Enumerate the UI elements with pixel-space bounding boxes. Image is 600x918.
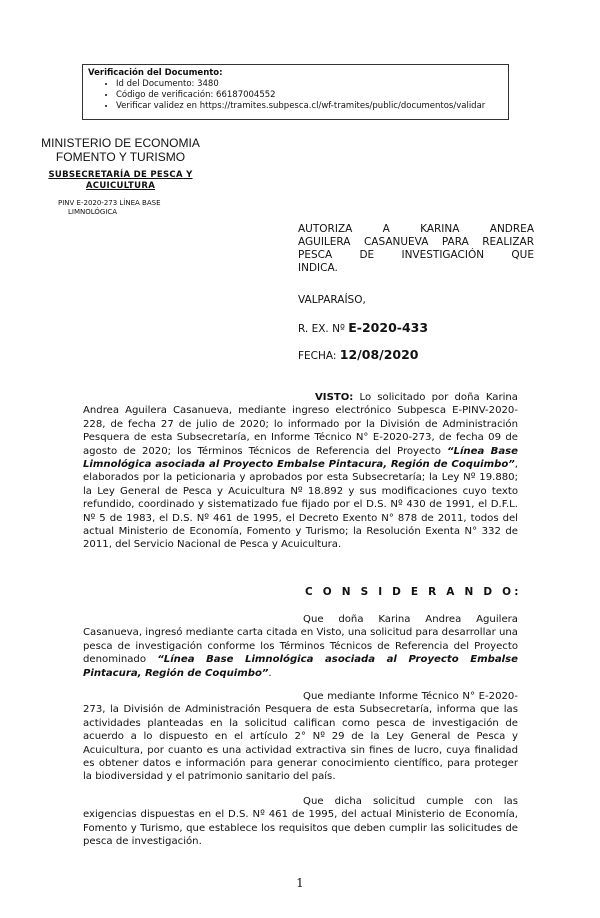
subsecretaria-line-2: ACUICULTURA [85,181,156,191]
subject-line-4: INDICA. [298,262,338,274]
visto-paragraph [83,391,518,552]
visto-project-title: “Línea Base Limnológica asociada al Proyecto Embalse Pintacura, Región de Coquimbo” [83,445,519,471]
ministry-line-1: MINISTERIO DE ECONOMIA [41,136,200,150]
ministry-heading [28,136,213,164]
visto-text-1: Lo solicitado por doña Karina Andrea Aguilera Casanueva, mediante ingreso electrónico Subpesca E-PINV-2020-228, de fecha 27 de julio de 2020; lo informado por la División de Administración Pesquera de esta Subsecretaría, en Informe Técnico N° E-2020-273, de fecha 09 de agosto de 2020; los Términos Técnicos de Referencia del Proyecto [83,392,518,457]
verification-url: • Verificar validez en https://tramites.subpesca.cl/wf-tramites/public/documentos/validar [116,101,508,112]
place-label: VALPARAÍSO, [298,294,366,306]
resolution-date [298,348,419,363]
verification-doc-id: • Id del Documento: 3480 [116,79,508,90]
verification-code: • Código de verificación: 66187004552 [116,90,508,101]
rex-label: R. EX. Nº [298,323,345,335]
verification-box [82,64,509,120]
verification-list [88,79,508,112]
resolution-number [298,321,428,336]
considerando-paragraph-1 [83,613,518,680]
subject-line-3: PESCA DE INVESTIGACIÓN QUE [298,249,534,261]
subsecretaria-line-1: SUBSECRETARÍA DE PESCA Y [48,170,193,180]
resolution-subject [298,223,534,275]
considerando-heading: C O N S I D E R A N D O: [305,586,522,598]
ministry-line-2: FOMENTO Y TURISMO [55,150,186,164]
subject-line-2: AGUILERA CASANUEVA PARA REALIZAR [298,236,534,248]
reference-code [58,199,218,217]
subject-line-1: AUTORIZA A KARINA ANDREA [298,223,534,235]
visto-label: VISTO: [315,392,354,403]
page-number: 1 [296,876,304,890]
rex-value: E-2020-433 [348,320,429,335]
reference-line-1: PINV E-2020-273 LÍNEA BASE [58,199,161,207]
considerando-1-text-2: . [268,667,272,679]
considerando-paragraph-2 [83,690,518,784]
considerando-1-text-1: Que doña Karina Andrea Aguilera Casanueva, ingresó mediante carta citada en Visto, una solicitud para desarrollar una pesca de investigación conforme los Términos Técnicos de Referencia del Proyecto denominado [83,614,518,666]
considerando-paragraph-3 [83,795,518,849]
subsecretaria-heading [28,170,213,192]
verification-title: Verificación del Documento: [88,68,223,78]
considerando-3-text: Que dicha solicitud cumple con las exigencias dispuestas en el D.S. Nº 461 de 1995, del actual Ministerio de Economía, Fomento y Turismo, que establece los requisitos que deben cumplir las solicitudes de pesca de investigación. [83,796,518,848]
fecha-value: 12/08/2020 [339,347,419,362]
visto-text-2: , elaborados por la peticionaria y aprobados por esta Subsecretaría; la Ley Nº 19.880; la Ley General de Pesca y Acuicultura Nº 18.892 y sus modificaciones cuyo texto refundido, coordinado y sistematizado fue fijado por el D.S. Nº 430 de 1991, el D.F.L. Nº 5 de 1983, el D.S. Nº 461 de 1995, el Decreto Exento N° 878 de 2011, todos del actual Ministerio de Economía, Fomento y Turismo; la Resolución Exenta N° 332 de 2011, del Servicio Nacional de Pesca y Acuicultura. [83,459,518,551]
considerando-1-project-title: “Línea Base Limnológica asociada al Proyecto Embalse Pintacura, Región de Coquimbo” [83,654,518,679]
reference-line-2: LIMNOLÓGICA [68,208,118,216]
considerando-2-text: Que mediante Informe Técnico N° E-2020-273, la División de Administración Pesquera de esta Subsecretaría, informa que las actividades planteadas en la solicitud califican como pesca de investigación de acuerdo a lo dispuesto en el artículo 2° Nº 29 de la Ley General de Pesca y Acuicultura, por cuanto es una actividad extractiva sin fines de lucro, cuya finalidad es obtener datos e información para generar conocimiento científico, para proteger la biodiversidad y el patrimonio sanitario del país. [83,691,518,783]
fecha-label: FECHA: [298,350,337,362]
